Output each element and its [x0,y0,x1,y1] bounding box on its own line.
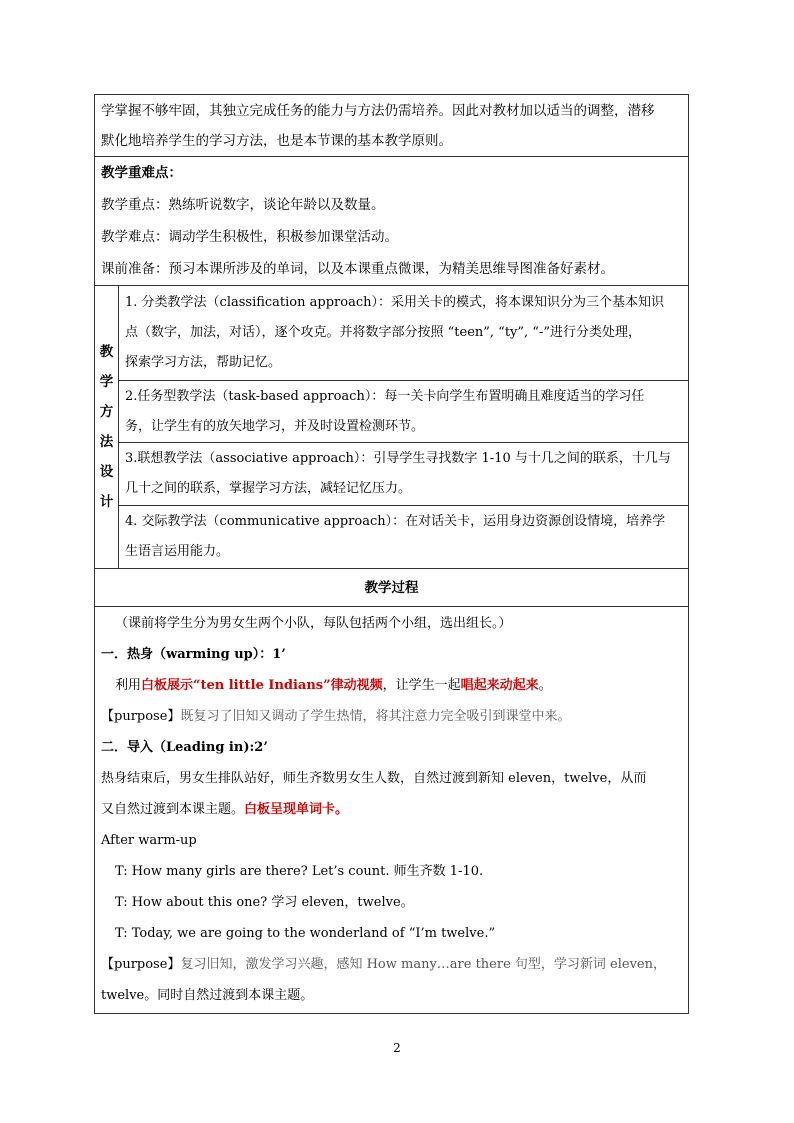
method-4-line-1: 4. 交际教学法（communicative approach）：在对话关卡，运用身边资源创设情境，培养学 [125,514,666,529]
leadin-after: After warm-up [101,833,197,848]
focus-cell [95,157,689,286]
method-label-char: 计 [99,494,114,510]
intro-row [95,95,689,157]
method-2-line-2: 务，让学生有的放矢地学习，并及时设置检测环节。 [125,418,425,434]
warmup-text-c: ，让学生一起 [382,678,461,693]
method-row-4 [95,506,689,569]
leadin-purpose-text: 复习旧知，激发学习兴趣，感知 How many…are there 句型，学习新词 eleven， [180,957,666,972]
method-1-line-2: 点（数字，加法，对话），逐个攻克。并将数字部分按照 “teen”, “ty”, “-”进行分类处理， [125,325,641,340]
leadin-line-1: 热身结束后，男女生排队站好，师生齐数男女生人数，自然过渡到新知 eleven，twelve，从而 [101,771,647,786]
warmup-title: 一．热身（warming up）：1’ [101,647,286,662]
method-1-line-3: 探索学习方法，帮助记忆。 [125,355,282,370]
focus-row [95,157,689,286]
method-4-line-2: 生语言运用能力。 [125,544,230,559]
warmup-activity [101,670,682,701]
method-label-char: 方 [99,404,114,420]
leadin-line-2a: 又自然过渡到本课主题。 [101,802,245,817]
intro-line-2: 默化地培养学生的学习方法，也是本节课的基本教学原则。 [101,132,452,149]
leadin-purpose [101,949,682,980]
leadin-dialogue-2: T: How about this one? 学习 eleven，twelve。 [115,895,414,910]
focus-preparation: 课前准备：预习本课所涉及的单词，以及本课重点微课，为精美思维导图准备好素材。 [101,261,614,277]
warmup-highlight-video: 白板展示“ten little Indians”律动视频 [141,678,383,693]
warmup-text-a: 利用 [115,678,142,693]
page-number: 2 [393,1041,401,1055]
method-label-char: 学 [99,374,114,390]
warmup-highlight-sing: 唱起来动起来 [460,678,539,693]
leadin-purpose-line-2: twelve。同时自然过渡到本课主题。 [101,988,314,1003]
method-item-4 [119,506,689,569]
warmup-purpose [101,701,682,732]
method-1-line-1: 1. 分类教学法（classification approach）：采用关卡的模式，将本课知识分为三个基本知识 [125,295,664,310]
method-item-3 [119,443,689,506]
process-heading-row [95,569,689,607]
method-row-3 [95,443,689,506]
method-item-1 [119,286,689,381]
method-label-char: 法 [99,434,114,450]
purpose-tag: 【purpose】 [101,957,181,972]
process-row [95,607,689,1014]
method-label-char: 设 [99,464,114,480]
method-row-2 [95,381,689,443]
leadin-highlight-cards: 白板呈现单词卡。 [244,802,349,817]
method-item-2 [119,381,689,443]
warmup-text-e: 。 [538,678,552,693]
focus-difficulty: 教学难点：调动学生积极性，积极参加课堂活动。 [101,229,398,245]
purpose-tag: 【purpose】 [101,709,181,724]
warmup-purpose-text: 既复习了旧知又调动了学生热情，将其注意力完全吸引到课堂中来。 [180,709,571,724]
method-label-char: 教 [99,344,114,360]
method-2-line-1: 2.任务型教学法（task-based approach）：每一关卡向学生布置明确且难度适当的学习任 [125,388,645,404]
leadin-dialogue-3: T: Today, we are going to the wonderland of “I’m twelve.” [115,926,496,941]
process-note: （课前将学生分为男女生两个小队，每队包括两个小组，选出组长。） [115,616,512,631]
method-3-line-1: 3.联想教学法（associative approach）：引导学生寻找数字 1-10 与十几之间的联系，十几与 [125,451,671,466]
method-row-1 [95,286,689,381]
focus-heading: 教学重难点： [101,165,182,181]
process-heading: 教学过程 [95,569,689,607]
leadin-dialogue-1: T: How many girls are there? Let’s count. 师生齐数 1-10. [115,864,484,879]
method-3-line-2: 几十之间的联系，掌握学习方法，减轻记忆压力。 [125,481,412,496]
method-side-label [95,286,119,569]
leadin-title: 二．导入（Leading in):2’ [101,740,268,755]
focus-key-point: 教学重点：熟练听说数字，谈论年龄以及数量。 [101,197,385,213]
intro-cell [95,95,689,157]
leadin-line-2 [101,794,682,825]
lesson-plan-table [94,94,689,1014]
process-cell [95,607,689,1014]
intro-line-1: 学掌握不够牢固，其独立完成任务的能力与方法仍需培养。因此对教材加以适当的调整，潜移 [101,102,655,119]
